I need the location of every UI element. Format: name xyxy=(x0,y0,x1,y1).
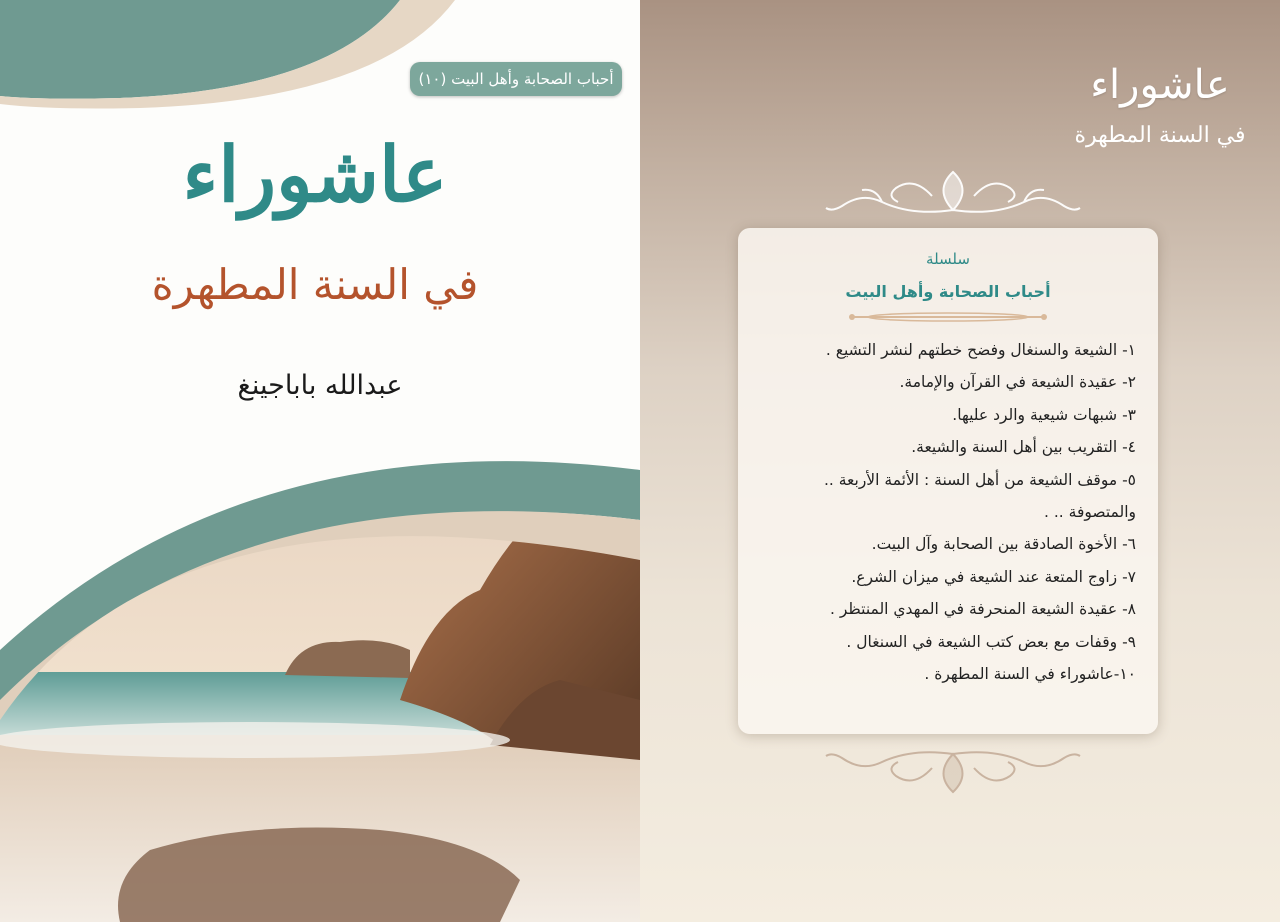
book-item: ٥- موقف الشيعة من أهل السنة : الأئمة الأربعة .. xyxy=(823,470,1136,489)
book-list xyxy=(752,334,1136,690)
book-item: ٤- التقريب بين أهل السنة والشيعة. xyxy=(911,438,1136,457)
book-item: والمتصوفة .. . xyxy=(1044,503,1136,522)
book-item: ٨- عقيدة الشيعة المنحرفة في المهدي المنتظر . xyxy=(830,600,1136,619)
book-item: ٢- عقيدة الشيعة في القرآن والإمامة. xyxy=(899,373,1136,392)
book-item: ٦- الأخوة الصادقة بين الصحابة وآل البيت. xyxy=(871,535,1136,554)
book-subtitle: في السنة المطهرة xyxy=(151,260,479,309)
ornament-divider-top-icon xyxy=(822,166,1084,222)
ornament-small-icon xyxy=(846,310,1050,324)
book-item: ١- الشيعة والسنغال وفضح خطتهم لنشر التشيع . xyxy=(825,341,1136,359)
author-name: عبدالله باباجينغ xyxy=(237,370,403,401)
book-item: ١٠-عاشوراء في السنة المطهرة . xyxy=(924,665,1136,684)
back-cover xyxy=(640,0,1280,922)
book-item: ٧- زاوج المتعة عند الشيعة في ميزان الشرع. xyxy=(851,567,1136,586)
back-logo-title: عاشوراء xyxy=(1090,62,1230,108)
series-name: أحباب الصحابة وأهل البيت xyxy=(845,282,1051,301)
back-logo-subtitle: في السنة المطهرة xyxy=(1074,123,1246,148)
book-item: ٩- وقفات مع بعض كتب الشيعة في السنغال . xyxy=(846,632,1136,651)
ornament-divider-bottom-icon xyxy=(822,742,1084,798)
series-label: سلسلة xyxy=(926,250,970,268)
series-panel xyxy=(738,228,1158,734)
book-title: عاشوراء xyxy=(182,130,448,219)
book-item: ٣- شبهات شيعية والرد عليها. xyxy=(952,405,1136,424)
series-badge: أحباب الصحابة وأهل البيت (١٠) xyxy=(410,62,622,96)
